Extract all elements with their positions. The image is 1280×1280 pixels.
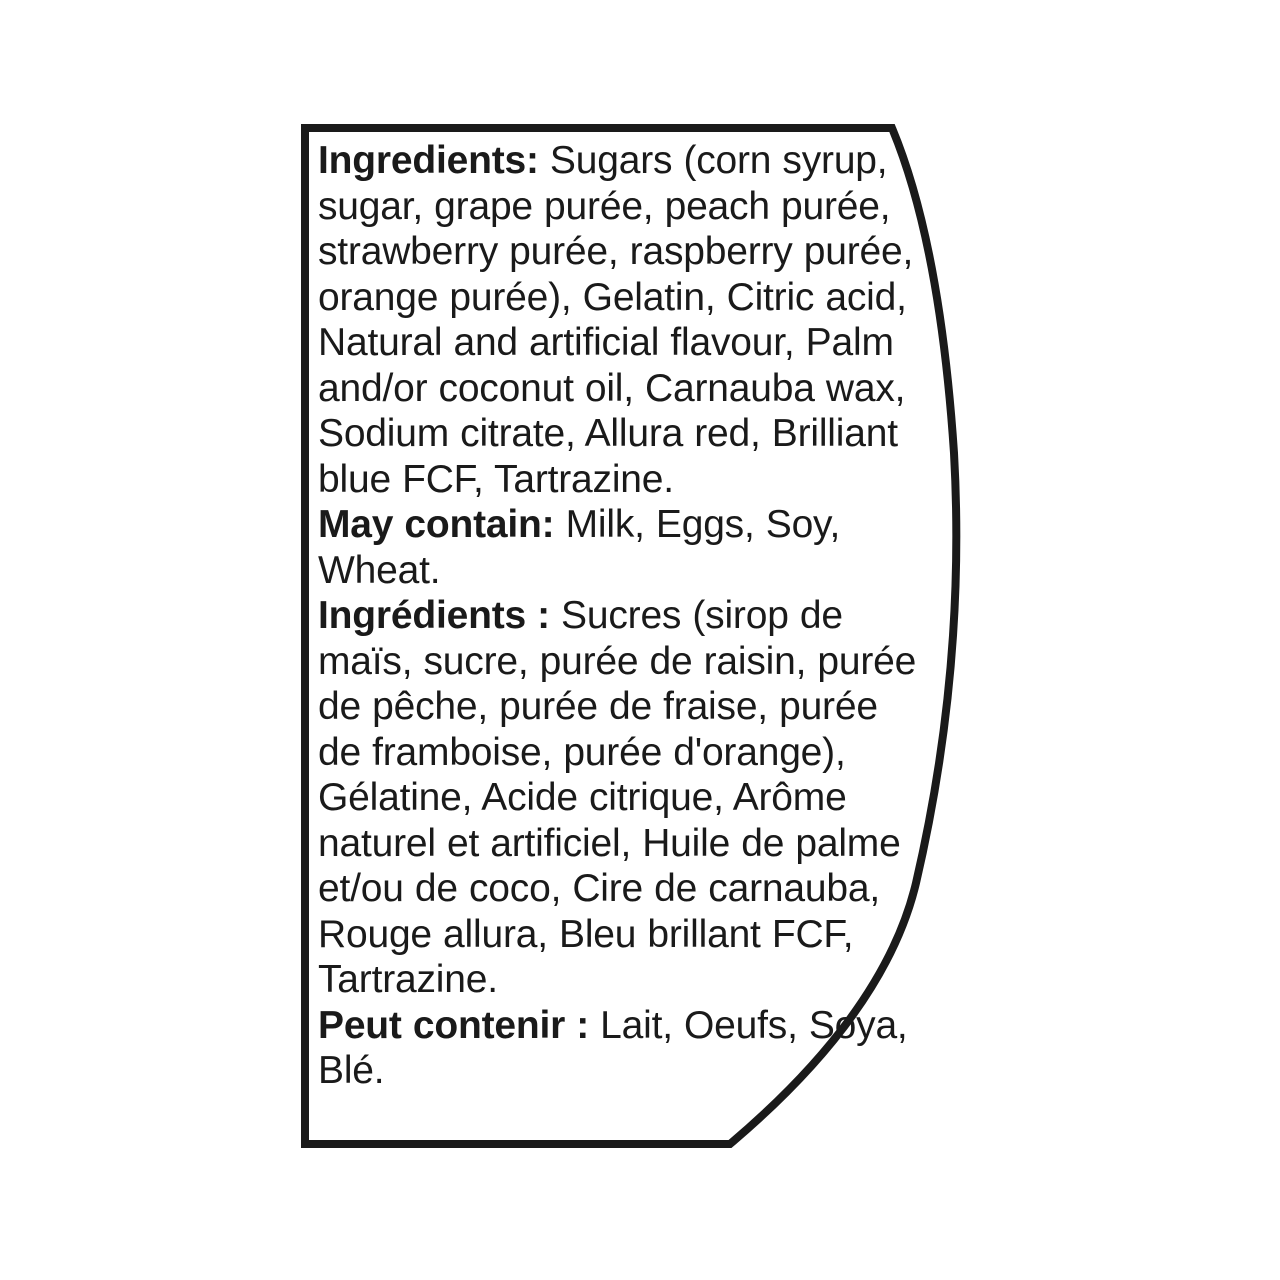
may-contain-en-block bbox=[318, 502, 928, 593]
ingredients-text-container bbox=[318, 138, 928, 1094]
ingredients-label-panel bbox=[300, 123, 966, 1149]
may-contain-en-heading: May contain: bbox=[318, 503, 555, 546]
may-contain-fr-block bbox=[318, 1003, 928, 1094]
may-contain-en-text: Milk, Eggs, Soy, Wheat. bbox=[318, 503, 841, 592]
ingredients-en-text: Sugars (corn syrup, sugar, grape purée, peach purée, strawberry purée, raspberry purée, orange purée), Gelatin, Citric acid, Natural and artificial flavour, Palm and/or coconut oil, Carnauba wax, Sodium citrate, Allura red, Brilliant blue FCF, Tartrazine. bbox=[318, 139, 914, 501]
may-contain-fr-heading: Peut contenir : bbox=[318, 1003, 590, 1047]
ingredients-en-heading: Ingredients: bbox=[318, 139, 539, 182]
ingredients-en-block bbox=[318, 138, 928, 502]
ingredients-fr-heading: Ingrédients : bbox=[318, 594, 550, 637]
ingredients-fr-text: Sucres (sirop de maïs, sucre, purée de raisin, purée de pêche, purée de fraise, purée de framboise, purée d'orange), Gélatine, Acide citrique, Arôme naturel et artificiel, Huile de palme et/ou de coco, Cire de carnauba, Rouge allura, Bleu brillant FCF, Tartrazine. bbox=[318, 594, 917, 1001]
ingredients-fr-block bbox=[318, 593, 928, 1003]
may-contain-fr-text: Lait, Oeufs, Soya, Blé. bbox=[318, 1003, 908, 1092]
